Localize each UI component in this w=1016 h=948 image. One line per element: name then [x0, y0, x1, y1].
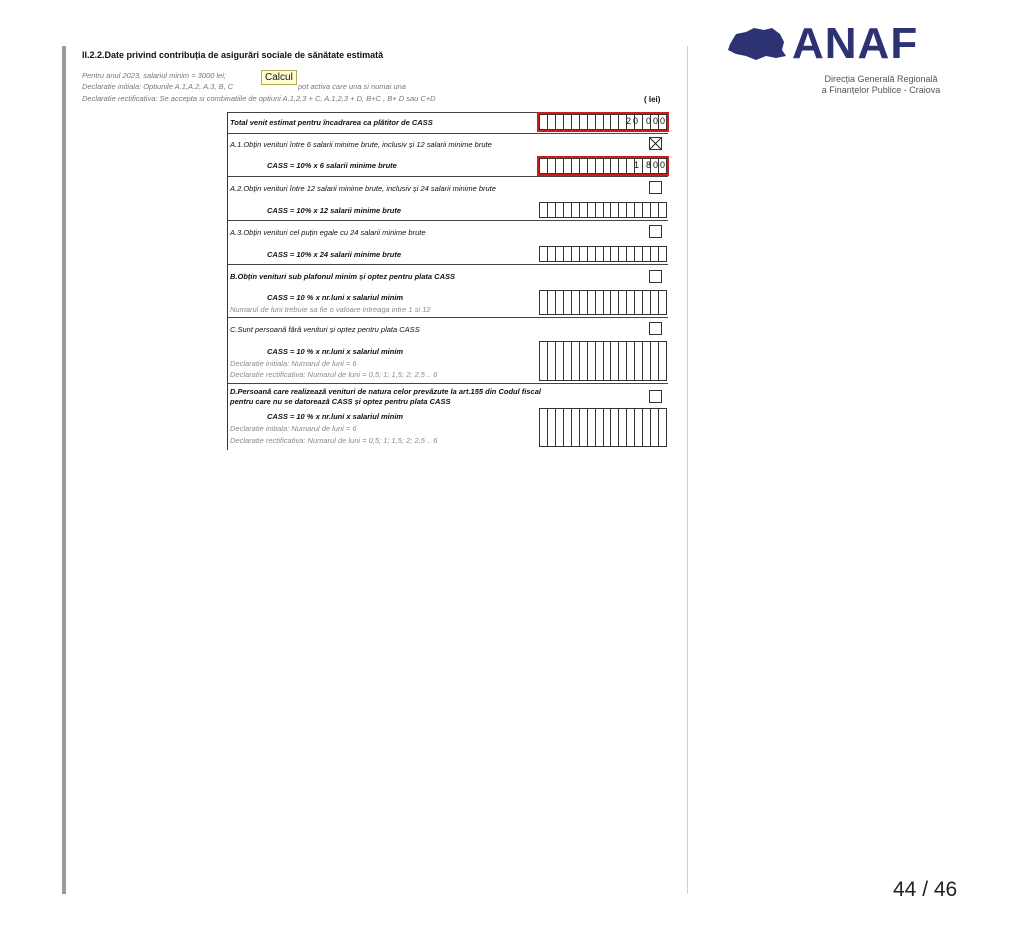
option-a2-checkbox[interactable]: [649, 181, 662, 194]
option-c-checkbox[interactable]: [649, 322, 662, 335]
form-rule: [227, 383, 668, 384]
option-a3-label: A.3.Obțin venituri cel puțin egale cu 24 salarii minime brute: [230, 228, 426, 237]
note-rectifying-declaration: Declaratie rectificativa: Se accepta si combinatiile de optiuni A.1,2,3 + C, A.1,2,3 + D, B+C , B+ D sau C+D: [82, 94, 436, 103]
currency-unit: ( lei): [644, 95, 661, 104]
option-c-note-initial: Declaratie initiala: Numarul de luni = 6: [230, 359, 357, 368]
total-income-value-units: 000: [646, 116, 668, 126]
option-d-checkbox[interactable]: [649, 390, 662, 403]
option-c-note-rectifying: Declaratie rectificativa: Numarul de luni = 0,5; 1; 1,5; 2; 2,5 .. 6: [230, 370, 438, 379]
option-a2-amount-field[interactable]: [539, 202, 667, 218]
note-min-salary: Pentru anul 2023, salariul minim = 3000 lei;: [82, 71, 227, 80]
option-a1-formula: CASS = 10% x 6 salarii minime brute: [267, 161, 397, 170]
option-d-note-rectifying: Declaratie rectificativa: Numarul de luni = 0,5; 1; 1,5; 2; 2,5 .. 6: [230, 436, 438, 445]
option-a1-value-units: 800: [646, 160, 668, 170]
calcul-tooltip: Calcul: [261, 70, 297, 85]
option-a2-label: A.2.Obțin venituri între 12 salarii minime brute, inclusiv și 24 salarii minime brute: [230, 184, 496, 193]
option-d-note-initial: Declaratie initiala: Numarul de luni = 6: [230, 424, 357, 433]
option-d-label-line2: pentru care nu se datorează CASS și optez pentru plata CASS: [230, 397, 451, 406]
option-c-months-field[interactable]: [539, 341, 667, 381]
option-c-label: C.Sunt persoană fără venituri și optez pentru plata CASS: [230, 325, 420, 334]
option-b-checkbox[interactable]: [649, 270, 662, 283]
logo-subtitle-line1: Direcția Generală Regională: [824, 74, 938, 84]
option-a2-formula: CASS = 10% x 12 salarii minime brute: [267, 206, 402, 215]
option-b-note: Numarul de luni trebuie sa fie o valoare intreaga intre 1 si 12: [230, 305, 431, 314]
total-income-label: Total venit estimat pentru încadrarea ca plătitor de CASS: [230, 118, 433, 127]
logo-subtitle-line2: a Finanțelor Publice - Craiova: [821, 85, 941, 95]
form-rule: [227, 133, 668, 134]
page-counter: 44 / 46: [893, 878, 958, 901]
form-rule: [227, 176, 668, 177]
romania-map-icon: [726, 26, 788, 62]
option-c-formula: CASS = 10 % x nr.luni x salariul minim: [267, 347, 404, 356]
option-a3-formula: CASS = 10% x 24 salarii minime brute: [267, 250, 402, 259]
option-a3-checkbox[interactable]: [649, 225, 662, 238]
form-rule: [227, 264, 668, 265]
option-b-months-field[interactable]: [539, 290, 667, 315]
option-a1-checkbox[interactable]: [649, 137, 662, 150]
form-rule: [227, 317, 668, 318]
page-left-border: [62, 46, 66, 894]
option-d-months-field[interactable]: [539, 408, 667, 447]
option-a1-value-thousands: 1: [634, 160, 642, 170]
logo-text: ANAF: [792, 19, 919, 68]
total-income-value-thousands: 20: [626, 116, 641, 126]
option-a1-label: A.1.Obțin venituri între 6 salarii minime brute, inclusiv și 12 salarii minime brute: [230, 140, 492, 149]
page-divider: [687, 46, 688, 894]
option-b-formula: CASS = 10 % x nr.luni x salariul minim: [267, 293, 404, 302]
form-rule: [227, 220, 668, 221]
note-initial-declaration: Declaratie initiala: Optiunile A.1,A.2, A.3, B, C: [82, 82, 234, 91]
anaf-logo: [726, 19, 978, 102]
form-left-border: [227, 112, 228, 450]
logo-subtitle: [786, 74, 976, 96]
section-title: II.2.2.Date privind contribuția de asigurări sociale de sănătate estimată: [82, 50, 384, 60]
note-initial-declaration-cont: pot activa care una si numai una: [298, 82, 406, 91]
form-rule: [227, 112, 668, 113]
option-b-label: B.Obțin venituri sub plafonul minim și optez pentru plata CASS: [230, 272, 456, 281]
option-d-label-line1: D.Persoană care realizează venituri de natura celor prevăzute la art.155 din Codul fiscal: [230, 387, 541, 396]
option-d-formula: CASS = 10 % x nr.luni x salariul minim: [267, 412, 404, 421]
option-a3-amount-field[interactable]: [539, 246, 667, 262]
